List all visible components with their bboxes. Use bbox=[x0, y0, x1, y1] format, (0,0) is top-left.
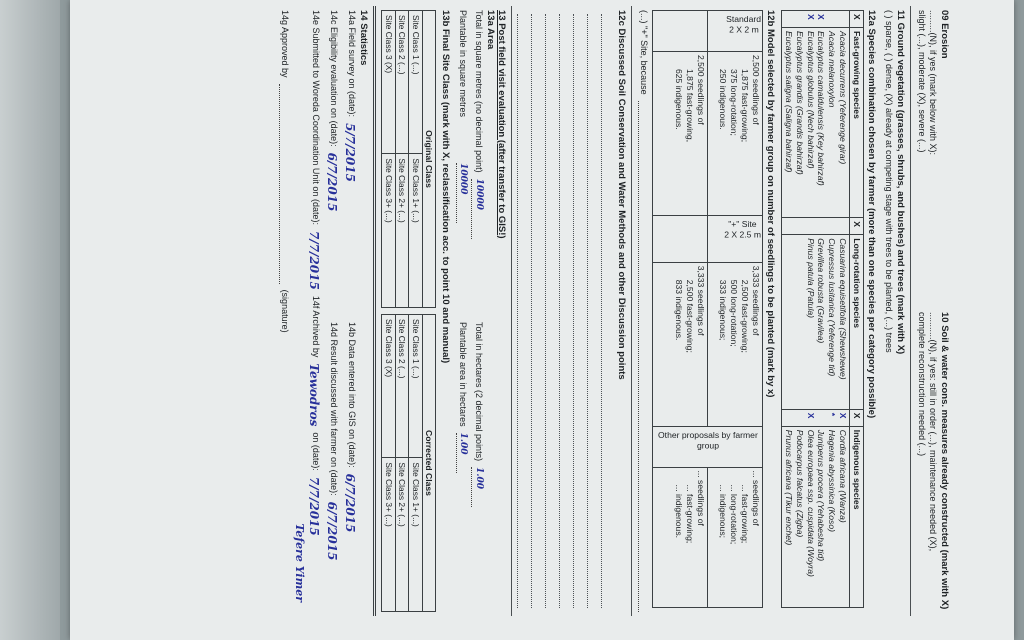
fast-x-header: X bbox=[849, 11, 863, 28]
class-row bbox=[395, 11, 409, 308]
indig-header: Indigenous species bbox=[849, 426, 863, 607]
model-row-standard bbox=[707, 11, 762, 608]
stat-14a-value[interactable]: 5/7/2015 bbox=[343, 123, 358, 182]
species-table bbox=[781, 10, 863, 608]
other-label-cell bbox=[652, 426, 762, 467]
species-item: Hagenia abyssinica (Koso) bbox=[827, 429, 838, 532]
discussion-line[interactable] bbox=[517, 14, 531, 608]
species-item: Acacia decurrens (Yeferenge girar) bbox=[837, 31, 848, 165]
plus-site-label-cell bbox=[707, 215, 762, 262]
total-ha-group bbox=[471, 322, 483, 612]
site-assessment-form bbox=[70, 6, 950, 616]
discussion-section bbox=[517, 6, 627, 616]
model-cell-line: 1,875 fast-growing, bbox=[684, 69, 695, 143]
model-cell-line: 375 long-rotation; bbox=[729, 69, 740, 136]
statistics-title: 14 Statistics bbox=[358, 10, 370, 66]
model-empty-cell bbox=[652, 215, 707, 262]
divider bbox=[373, 6, 376, 616]
class-option[interactable]: Site Class 3+ (...) bbox=[382, 154, 396, 308]
site-because-row bbox=[637, 10, 648, 612]
stat-14c-value[interactable]: 6/7/2015 bbox=[325, 152, 340, 212]
total-ha-label: Total in hectares (2 decimal points) bbox=[473, 322, 484, 462]
species-item: Cupressus lusitanica (Yeferenge tid) bbox=[827, 238, 838, 377]
model-cell-line: ... indigenous; bbox=[718, 484, 729, 539]
stat-14f-value[interactable]: Tewodros bbox=[307, 363, 322, 427]
stat-14d-value[interactable]: 6/7/2015 bbox=[325, 501, 340, 561]
species-header-row bbox=[849, 11, 863, 608]
fast-marks[interactable] bbox=[782, 11, 849, 28]
discussion-line[interactable] bbox=[601, 14, 615, 608]
plant-sqm-group bbox=[456, 10, 468, 310]
long-header: Long-rotation species bbox=[849, 235, 863, 410]
stat-14c bbox=[324, 10, 339, 310]
stat-14g-label: 14g Approved by bbox=[280, 10, 291, 78]
soil-line1: ...........(N), if yes: still in order (...), maintenance needed (X), bbox=[928, 312, 939, 552]
stat-14f-date-value[interactable]: 7/7/2015 bbox=[307, 476, 322, 536]
indig-x-header: X bbox=[849, 409, 863, 426]
site-because-field[interactable] bbox=[638, 101, 649, 612]
plant-ha-label: Plantable area in hectares bbox=[458, 322, 469, 427]
model-cell[interactable] bbox=[707, 262, 762, 426]
indig-mark[interactable]: X bbox=[805, 412, 816, 419]
model-row-plus bbox=[652, 11, 707, 608]
discussion-title: 12c Discussed Soil Conservation and Water Methods and other Discussion points bbox=[616, 10, 628, 380]
stat-14e-label: 14e Submitted to Woreda Coordination Unit on (date): bbox=[311, 10, 322, 225]
species-item: Olea europaea ssp. cuspidata (Woyra) bbox=[805, 429, 816, 577]
stats-row-name bbox=[293, 10, 307, 612]
class-row bbox=[395, 315, 409, 612]
model-cell[interactable] bbox=[652, 52, 707, 216]
species-item: Cordia africana (Wanza) bbox=[837, 429, 848, 523]
plant-sqm-value[interactable]: 10000 bbox=[456, 163, 468, 223]
model-cell-line: 500 long-rotation; bbox=[729, 279, 740, 347]
fast-species-list bbox=[782, 28, 849, 218]
total-sqm-value[interactable]: 10000 bbox=[471, 179, 483, 239]
plus-site-label bbox=[724, 219, 761, 240]
class-option[interactable]: Site Class 3+ (...) bbox=[382, 458, 396, 612]
plant-ha-value[interactable]: 1.00 bbox=[456, 433, 468, 473]
stat-14c-label: 14c Eligibility evaluation on (date): bbox=[329, 10, 340, 147]
vegetation-section bbox=[883, 6, 906, 616]
original-class-header: Original Class bbox=[422, 11, 436, 308]
class-option[interactable]: Site Class 1+ (...) bbox=[409, 458, 423, 612]
model-title: 12b Model selected by farmer group on number of seedlings to be planted (mark by x) bbox=[765, 10, 777, 398]
stat-14f-label: 14f Archived by bbox=[311, 295, 322, 358]
plus-site-spacing: 2 X 2.5 m bbox=[723, 229, 761, 240]
class-row bbox=[409, 315, 423, 612]
indig-mark[interactable]: * bbox=[827, 412, 838, 417]
model-section bbox=[637, 6, 776, 616]
indig-mark[interactable] bbox=[794, 413, 805, 423]
stat-14d bbox=[324, 322, 339, 612]
indig-species-list bbox=[782, 426, 849, 607]
model-cell-line: ... seedlings of bbox=[750, 470, 761, 526]
model-cell-line: 333 indigenous; bbox=[718, 279, 729, 341]
fast-mark[interactable] bbox=[837, 14, 848, 24]
class-row bbox=[409, 11, 423, 308]
indig-mark[interactable] bbox=[783, 413, 794, 423]
stat-14e-value[interactable]: 7/7/2015 bbox=[307, 230, 322, 290]
model-cell-line: 833 indigenous. bbox=[674, 279, 685, 341]
stat-14a-label: 14a Field survey on (date): bbox=[347, 10, 358, 118]
stat-14b-label: 14b Data entered into GIS on (date): bbox=[347, 322, 358, 468]
species-item: Eucalyptus camaldulensis (Key bahirzaf) bbox=[816, 31, 827, 186]
paper-sheet bbox=[70, 0, 1014, 640]
model-cell-line: 3,333 seedlings of bbox=[695, 265, 706, 336]
discussion-line[interactable] bbox=[573, 14, 587, 608]
discussion-line[interactable] bbox=[559, 14, 573, 608]
indig-mark[interactable] bbox=[816, 413, 827, 423]
stats-row-ab bbox=[342, 10, 357, 612]
species-section bbox=[781, 6, 877, 616]
total-sqm-label: Total in square metres (no decimal point) bbox=[473, 10, 484, 173]
class-tables-row bbox=[381, 10, 439, 612]
divider bbox=[631, 6, 632, 616]
approved-by-field[interactable] bbox=[280, 84, 291, 284]
stat-14a bbox=[342, 10, 357, 310]
original-class-table bbox=[381, 10, 436, 308]
species-item: Acacia melanoxylon bbox=[827, 31, 838, 108]
site-because-label: (...) "+" Site, because bbox=[638, 10, 649, 95]
post-visit-section bbox=[456, 6, 507, 616]
fast-mark[interactable]: X bbox=[805, 14, 816, 20]
model-cell-line: ... fast-growing; bbox=[739, 484, 750, 544]
fast-mark[interactable] bbox=[783, 14, 794, 24]
total-ha-value[interactable]: 1.00 bbox=[471, 467, 483, 507]
model-cell-line: 2,500 seedlings of bbox=[695, 55, 706, 125]
model-cell-line: 2,500 fast-growing; bbox=[739, 279, 750, 353]
standard-text: Standard bbox=[725, 14, 761, 24]
total-sqm-group bbox=[471, 10, 483, 310]
stats-row-g bbox=[279, 10, 290, 612]
model-cell-line: 625 indigenous. bbox=[674, 69, 685, 130]
species-item: Prunus africana (Tikur enchet) bbox=[784, 429, 795, 546]
soil-line2: complete reconstruction needed (...) bbox=[916, 312, 927, 457]
discussion-line[interactable] bbox=[587, 14, 601, 608]
long-x-header: X bbox=[849, 218, 863, 235]
species-item: Podocarpus falcatus (Zigba) bbox=[794, 429, 805, 538]
area-row-total bbox=[471, 10, 483, 612]
erosion-soil-section bbox=[916, 6, 950, 616]
species-item: Juniperus procera (Yehabesha tid) bbox=[816, 429, 827, 562]
species-item: Eucalyptus grandis (Grandis bahirzaf) bbox=[794, 31, 805, 175]
class-option[interactable]: Site Class 2 (...) bbox=[395, 315, 409, 458]
long-marks[interactable] bbox=[782, 218, 849, 235]
species-item: Eucalyptus globulus (Nech bahirzaf) bbox=[805, 31, 816, 169]
stats-row-cd bbox=[324, 10, 339, 612]
final-class-title: 13b Final Site Class (mark with X, reclassification acc. to point 10 and manual) bbox=[440, 10, 452, 364]
erosion-block bbox=[916, 10, 950, 300]
model-cell[interactable] bbox=[652, 262, 707, 426]
standard-label bbox=[726, 14, 761, 35]
standard-spacing: 2 X 2 m bbox=[728, 24, 758, 35]
final-class-section bbox=[381, 6, 451, 616]
model-empty-cell bbox=[652, 11, 707, 52]
long-species-list bbox=[782, 235, 849, 410]
model-cell-line: ... fast-growing; bbox=[684, 484, 695, 544]
stat-14g-suffix: (signature) bbox=[280, 289, 291, 333]
model-cell-line: 1,875 fast-growing; bbox=[739, 69, 750, 143]
fast-mark[interactable] bbox=[826, 14, 837, 24]
plant-sqm-label: Plantable in square metres bbox=[458, 10, 469, 118]
plant-ha-group bbox=[456, 322, 468, 612]
model-cell-line: 2,500 fast-growing; bbox=[684, 279, 695, 353]
class-option[interactable]: Site Class 2 (...) bbox=[395, 11, 409, 154]
erosion-title: 09 Erosion bbox=[939, 10, 950, 59]
fast-header: Fast-growing species bbox=[849, 28, 863, 218]
post-visit-title: 13 Post field visit evaluation (after transfer to GIS!) bbox=[496, 10, 508, 239]
discussion-line[interactable] bbox=[545, 14, 559, 608]
corrected-class-header: Corrected Class bbox=[422, 315, 436, 612]
stats-row-ef bbox=[306, 10, 321, 612]
other-label: Other proposals by farmer group bbox=[657, 429, 758, 451]
erosion-line1: .........(N), if yes (mark below with X): bbox=[928, 10, 939, 156]
species-title: 12a Species combination chosen by farmer (more than one species per category possible) bbox=[866, 10, 878, 419]
vegetation-title: 11 Ground vegetation (grasses, shrubs, and bushes) and trees (mark with X) bbox=[894, 10, 906, 355]
model-cell[interactable] bbox=[707, 52, 762, 216]
archiver-name[interactable]: Tefere Yimer bbox=[293, 523, 307, 602]
stat-14b bbox=[342, 322, 357, 612]
class-option[interactable]: Site Class 2+ (...) bbox=[395, 458, 409, 612]
species-list-row bbox=[782, 11, 849, 608]
model-cell-line: 2,500 seedlings of bbox=[750, 55, 761, 125]
model-cell-line: ... indigenous. bbox=[674, 484, 685, 539]
area-row-plantable bbox=[456, 10, 468, 612]
class-option[interactable]: Site Class 3 (X) bbox=[382, 11, 396, 154]
class-option[interactable]: Site Class 1 (...) bbox=[409, 315, 423, 458]
model-cell[interactable] bbox=[707, 467, 762, 608]
divider bbox=[511, 6, 512, 616]
species-item: Eucalyptus saligna (Saligna bahirzaf) bbox=[784, 31, 795, 173]
plus-site-text: "+" Site bbox=[728, 218, 757, 229]
species-item: Grevillea robusta (Gravilea) bbox=[816, 238, 827, 344]
vegetation-line: ( ) sparse, ( ) dense, (X) already at competing stage with trees to be planted, (...) trees bbox=[883, 10, 894, 353]
erosion-line2: slight (...), moderate (X), severe (...) bbox=[916, 10, 927, 153]
class-row bbox=[382, 315, 396, 612]
indig-marks[interactable] bbox=[782, 409, 849, 426]
divider bbox=[910, 6, 911, 616]
background-left bbox=[0, 0, 60, 640]
model-cell-line: ... long-rotation; bbox=[729, 484, 740, 545]
class-row bbox=[382, 11, 396, 308]
discussion-line[interactable] bbox=[531, 14, 545, 608]
class-option[interactable]: Site Class 3 (X) bbox=[382, 315, 396, 458]
class-option[interactable]: Site Class 1+ (...) bbox=[409, 154, 423, 308]
model-table bbox=[652, 10, 763, 608]
standard-label-cell bbox=[707, 11, 762, 52]
model-cell-line: ... seedlings of bbox=[695, 470, 706, 526]
species-item: Pinus patula (Patula) bbox=[805, 238, 816, 318]
corrected-class-table bbox=[381, 314, 436, 612]
model-cell[interactable] bbox=[652, 467, 707, 608]
species-item: Casuarina equisetifolia (Shewshewe) bbox=[837, 238, 848, 380]
fast-mark[interactable] bbox=[794, 14, 805, 24]
statistics-section bbox=[279, 6, 369, 616]
fast-mark[interactable]: X bbox=[816, 14, 827, 20]
area-title: 13a Area bbox=[484, 10, 496, 50]
stat-14b-value[interactable]: 6/7/2015 bbox=[343, 473, 358, 533]
soil-block bbox=[916, 312, 950, 612]
stat-14f-date-label: on (date): bbox=[311, 432, 322, 471]
model-cell-line: 250 indigenous. bbox=[718, 69, 729, 130]
class-option[interactable]: Site Class 1 (...) bbox=[409, 11, 423, 154]
stat-14d-label: 14d Result discussed with farmer on (date): bbox=[329, 322, 340, 496]
model-cell-line: 3,333 seedlings of bbox=[750, 265, 761, 336]
soil-title: 10 Soil & water cons. measures already constructed (mark with X) bbox=[939, 312, 950, 610]
class-option[interactable]: Site Class 2+ (...) bbox=[395, 154, 409, 308]
indig-mark[interactable]: X bbox=[837, 412, 848, 419]
